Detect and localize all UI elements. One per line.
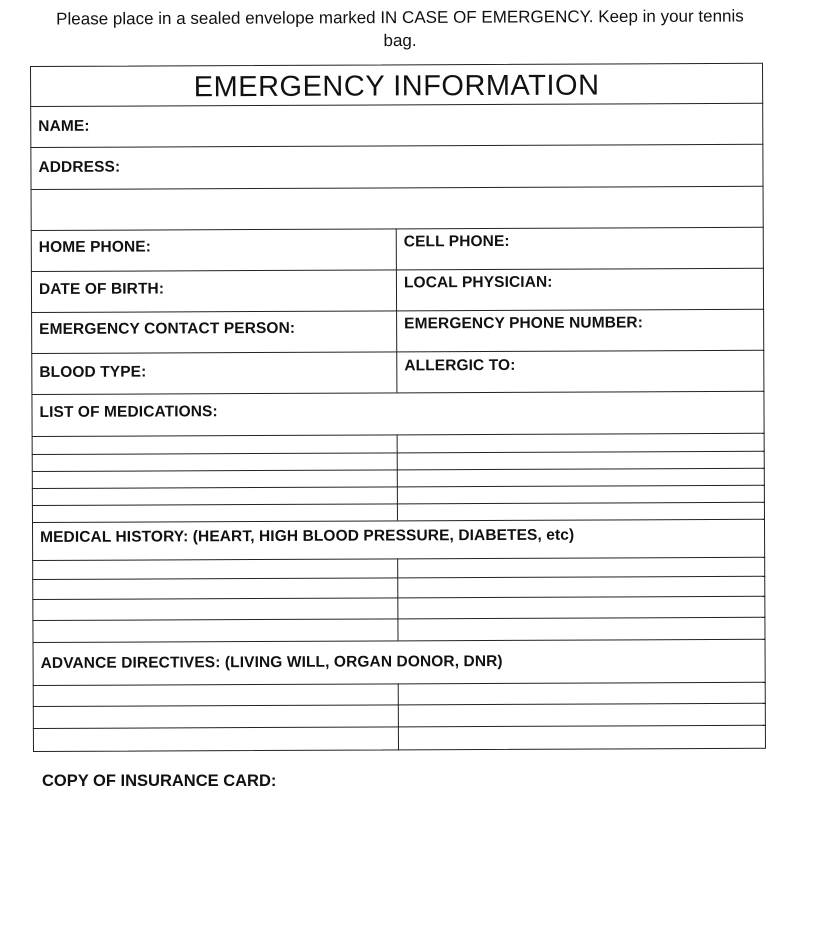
allergic-to-label: ALLERGIC TO: bbox=[404, 356, 516, 375]
instructions-text: Please place in a sealed envelope marked IN CASE OF EMERGENCY. Keep in your tennis bag. bbox=[56, 6, 744, 51]
local-physician-label: LOCAL PHYSICIAN: bbox=[403, 273, 553, 292]
insurance-card-label: COPY OF INSURANCE CARD: bbox=[42, 772, 277, 790]
address-label: ADDRESS: bbox=[38, 158, 121, 176]
emergency-information-form bbox=[30, 63, 766, 752]
cell-phone-label: CELL PHONE: bbox=[403, 232, 510, 251]
form-title: EMERGENCY INFORMATION bbox=[193, 69, 600, 104]
date-of-birth-label: DATE OF BIRTH: bbox=[38, 280, 165, 298]
name-label: NAME: bbox=[38, 117, 90, 135]
home-phone-label: HOME PHONE: bbox=[38, 238, 152, 256]
medical-history-label: MEDICAL HISTORY: (HEART, HIGH BLOOD PRESSURE, DIABETES, etc) bbox=[40, 526, 575, 546]
list-of-medications-label: LIST OF MEDICATIONS: bbox=[39, 403, 218, 421]
blood-type-label: BLOOD TYPE: bbox=[39, 363, 147, 381]
emergency-contact-person-label: EMERGENCY CONTACT PERSON: bbox=[39, 319, 296, 338]
advance-directives-label: ADVANCE DIRECTIVES: (LIVING WILL, ORGAN DONOR, DNR) bbox=[40, 652, 503, 672]
emergency-phone-number-label: EMERGENCY PHONE NUMBER: bbox=[404, 314, 644, 333]
